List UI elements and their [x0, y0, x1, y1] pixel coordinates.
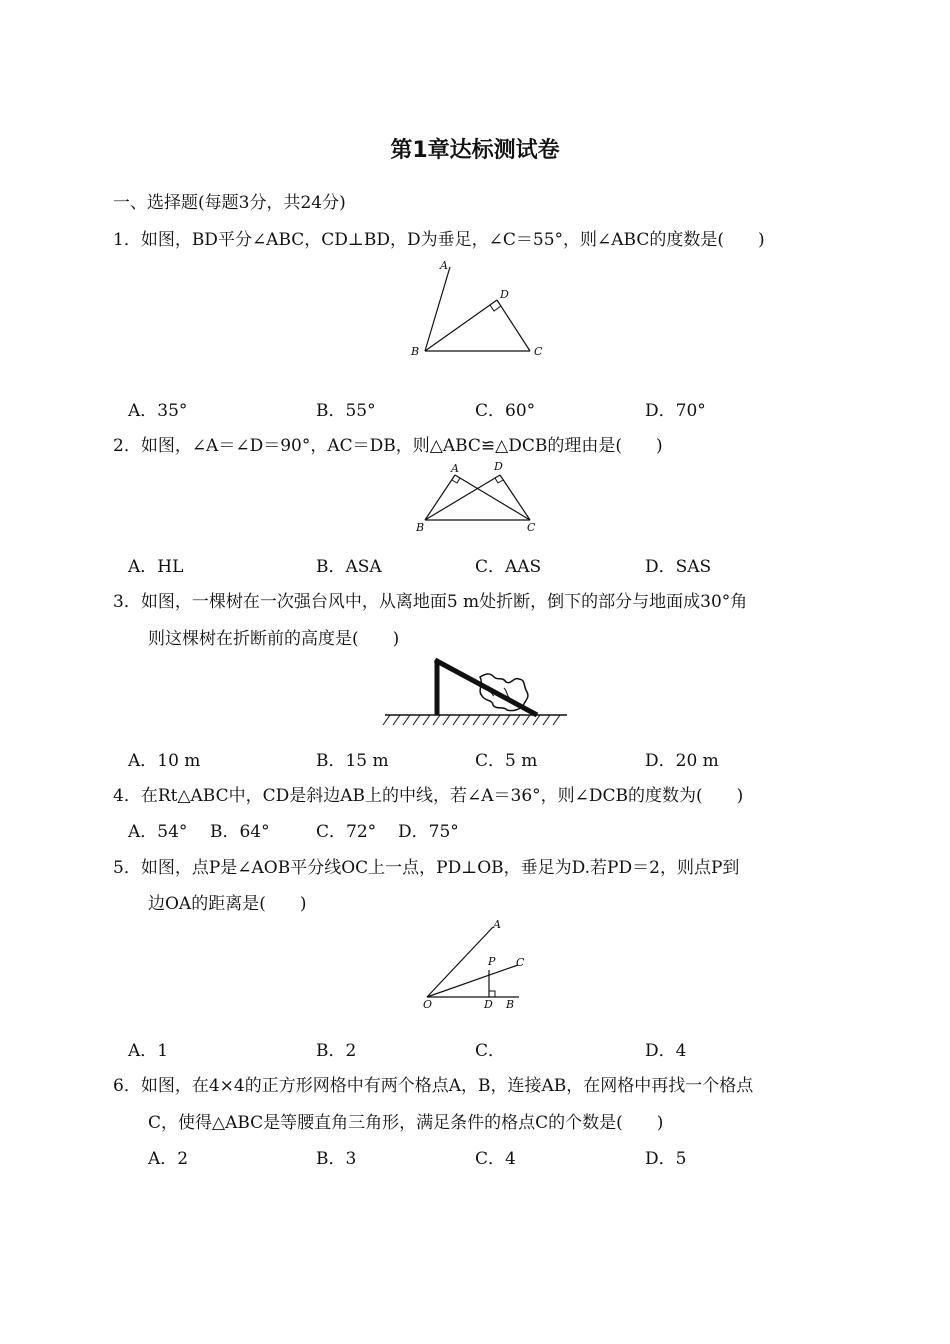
q2-option-d[interactable]: D．SAS [645, 557, 712, 577]
q6-option-a[interactable]: A．2 [148, 1149, 189, 1169]
q3-option-c[interactable]: C．5 m [475, 751, 538, 771]
q6-option-b[interactable]: B．3 [316, 1149, 357, 1169]
q1-option-b[interactable]: B．55° [316, 401, 376, 421]
q5-option-b[interactable]: B．2 [316, 1041, 357, 1061]
q4-option-a[interactable]: A．54° [128, 822, 188, 842]
q3-option-d[interactable]: D．20 m [645, 751, 719, 771]
question-1-text: 1．如图，BD平分∠ABC，CD⊥BD，D为垂足，∠C＝55°，则∠ABC的度数是( ) [113, 230, 765, 250]
q2-option-a[interactable]: A．HL [128, 557, 184, 577]
q3-tree-figure [380, 652, 575, 732]
question-3-text-line-2: 则这棵树在折断前的高度是( ) [148, 629, 400, 649]
q1-label-d: D [500, 288, 509, 301]
q1-option-d[interactable]: D．70° [645, 401, 706, 421]
section-heading: 一、选择题(每题3分，共24分) [113, 193, 346, 213]
q1-label-c: C [534, 345, 543, 358]
q6-option-d[interactable]: D．5 [645, 1149, 687, 1169]
q5-option-d[interactable]: D．4 [645, 1041, 687, 1061]
q4-option-c[interactable]: C．72° [316, 822, 377, 842]
question-4-text: 4．在Rt△ABC中，CD是斜边AB上的中线，若∠A＝36°，则∠DCB的度数为( ) [113, 786, 744, 806]
ground-hatch [383, 715, 560, 725]
question-5-text-line-2: 边OA的距离是( ) [148, 894, 307, 914]
q5-option-c[interactable]: C． [475, 1041, 506, 1061]
q2-option-b[interactable]: B．ASA [316, 557, 382, 577]
q2-label-d: D [494, 460, 503, 473]
q5-label-b: B [506, 998, 515, 1011]
question-5-text-line-1: 5．如图，点P是∠AOB平分线OC上一点，PD⊥OB，垂足为D.若PD＝2，则点P到 [113, 858, 740, 878]
q5-label-c: C [516, 956, 525, 969]
q5-figure [415, 918, 535, 1013]
q2-figure [405, 458, 555, 538]
question-6-text-line-1: 6．如图，在4×4的正方形网格中有两个格点A，B，连接AB，在网格中再找一个格点 [113, 1076, 754, 1096]
q1-figure [400, 255, 560, 365]
q6-option-c[interactable]: C．4 [475, 1149, 516, 1169]
q5-option-a[interactable]: A．1 [128, 1041, 169, 1061]
question-6-text-line-2: C，使得△ABC是等腰直角三角形，满足条件的格点C的个数是( ) [148, 1113, 664, 1133]
q5-label-o: O [423, 998, 433, 1011]
q2-option-c[interactable]: C．AAS [475, 557, 542, 577]
q2-label-c: C [527, 521, 536, 534]
question-2-text: 2．如图，∠A＝∠D＝90°，AC＝DB，则△ABC≌△DCB的理由是( ) [113, 436, 663, 456]
q5-label-a: A [493, 918, 501, 931]
q5-label-p: P [488, 955, 496, 968]
q1-option-c[interactable]: C．60° [475, 401, 536, 421]
q4-option-d[interactable]: D．75° [398, 822, 459, 842]
q3-option-a[interactable]: A．10 m [128, 751, 201, 771]
q1-label-a: A [440, 259, 448, 272]
q2-label-a: A [451, 462, 459, 475]
page-title: 第1章达标测试卷 [390, 138, 560, 163]
q2-label-b: B [416, 521, 425, 534]
q3-option-b[interactable]: B．15 m [316, 751, 389, 771]
q4-option-b[interactable]: B．64° [210, 822, 270, 842]
q5-label-d: D [484, 998, 493, 1011]
q1-option-a[interactable]: A．35° [128, 401, 188, 421]
question-3-text-line-1: 3．如图，一棵树在一次强台风中，从离地面5 m处折断，倒下的部分与地面成30°角 [113, 592, 748, 612]
q1-label-b: B [411, 345, 420, 358]
